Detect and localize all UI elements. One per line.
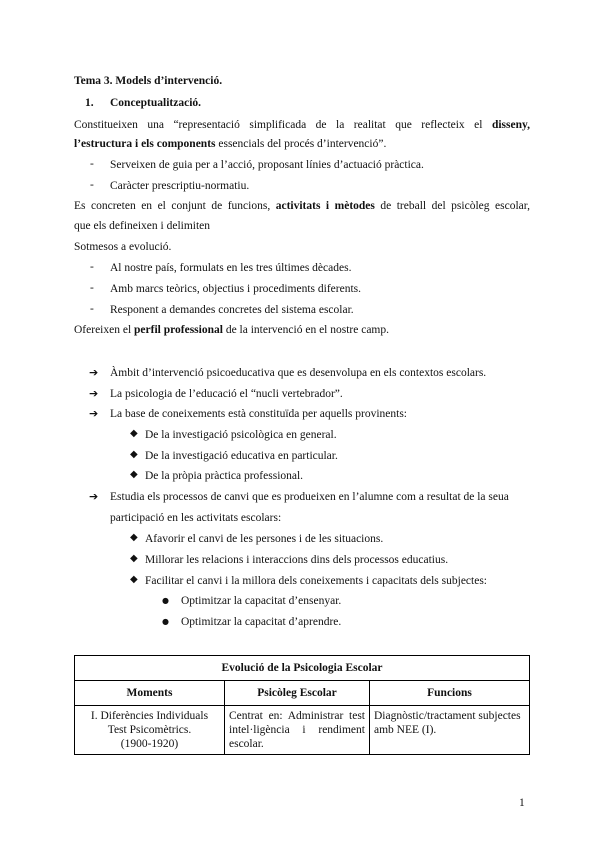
table-cell-psicoleg: Centrat en: Administrar test intel·ligència i rendiment escolar. [225,706,370,755]
section-number: 1. [85,97,94,109]
sub-list-item: Afavorir el canvi de les persones i de les situacions. [145,533,384,545]
paragraph-functions-line1 [74,199,530,213]
text-run: essencials del procés d’intervenció”. [215,138,387,150]
section-title: Conceptualització. [110,97,202,109]
column-header-psicoleg: Psicòleg Escolar [225,681,370,706]
arrow-list-item: Àmbit d’intervenció psicoeducativa que es desenvolupa en els contextos escolars. [110,367,487,379]
list-item: Responent a demandes concretes del sistema escolar. [110,304,354,316]
column-header-funcions: Funcions [370,681,530,706]
text-run: Es concreten en el conjunt de funcions, [74,200,276,212]
paragraph-definition-line1 [74,118,530,132]
cell-line: (1900-1920) [120,738,179,750]
arrow-bullet-icon: ➔ [89,387,99,400]
dash-bullet: - [90,158,94,170]
bold-text: activitats i mètodes [275,200,375,212]
arrow-list-item: La psicologia de l’educació el “nucli vertebrador”. [110,388,343,400]
list-item: Serveixen de guia per a l’acció, proposant línies d’actuació pràctica. [110,159,424,171]
arrow-bullet-icon: ➔ [89,407,99,420]
bold-text: disseny, [491,119,530,131]
diamond-bullet-icon: ◆ [130,449,138,460]
dash-bullet: - [90,303,94,315]
table-cell-funcions: Diagnòstic/tractament subjectes amb NEE (I). [370,706,530,755]
sub-list-item: Facilitar el canvi i la millora dels coneixements i capacitats dels subjectes: [145,575,488,587]
arrow-list-item: La base de coneixements està constituïda per aquells provinents: [110,408,407,420]
bold-text: perfil professional [134,324,223,336]
paragraph-functions-line2: que els defineixen i delimiten [74,220,211,232]
text-run: de la intervenció en el nostre camp. [222,324,389,336]
text-run: de treball del psicòleg escolar, [374,200,530,212]
paragraph-definition-line2 [74,137,386,151]
document-heading: Tema 3. Models d’intervenció. [74,75,223,87]
column-header-moments: Moments [75,681,225,706]
table-cell-moment [75,706,225,755]
arrow-bullet-icon: ➔ [89,366,99,379]
cell-line: Test Psicomètrics. [107,724,192,736]
sub-sub-list-item: Optimitzar la capacitat d’aprendre. [181,616,342,628]
text-run: Constitueixen una “representació simplificada de la realitat que reflecteix el [74,119,492,131]
sub-sub-list-item: Optimitzar la capacitat d’ensenyar. [181,595,342,607]
cell-line: I. Diferències Individuals [90,710,209,722]
round-bullet-icon: ● [162,596,169,605]
text-run: Ofereixen el [74,324,135,336]
list-item: Caràcter prescriptiu-normatiu. [110,180,250,192]
dash-bullet: - [90,261,94,273]
list-item: Amb marcs teòrics, objectius i procediments diferents. [110,283,362,295]
table-title: Evolució de la Psicologia Escolar [75,656,530,681]
paragraph-profile [74,323,389,337]
dash-bullet: - [90,282,94,294]
sub-list-item: Millorar les relacions i interaccions dins dels processos educatius. [145,554,449,566]
evolution-table [74,655,530,755]
diamond-bullet-icon: ◆ [130,574,138,585]
arrow-list-item-line2: participació en les activitats escolars: [110,512,282,524]
sub-list-item: De la investigació educativa en particular. [145,450,338,462]
round-bullet-icon: ● [162,617,169,626]
table-title-row [75,656,530,681]
diamond-bullet-icon: ◆ [130,469,138,480]
sub-list-item: De la pròpia pràctica professional. [145,470,304,482]
list-item: Al nostre país, formulats en les tres últimes dècades. [110,262,352,274]
table-row [75,706,530,755]
diamond-bullet-icon: ◆ [130,428,138,439]
paragraph-evolution: Sotmesos a evolució. [74,241,172,253]
arrow-list-item-line1: Estudia els processos de canvi que es produeixen en l’alumne com a resultat de la seua [110,491,509,503]
diamond-bullet-icon: ◆ [130,532,138,543]
bold-text: l’estructura i els components [74,138,216,150]
sub-list-item: De la investigació psicològica en general. [145,429,337,441]
diamond-bullet-icon: ◆ [130,553,138,564]
table-header-row [75,681,530,706]
dash-bullet: - [90,179,94,191]
page-number: 1 [519,797,525,809]
arrow-bullet-icon: ➔ [89,490,99,503]
